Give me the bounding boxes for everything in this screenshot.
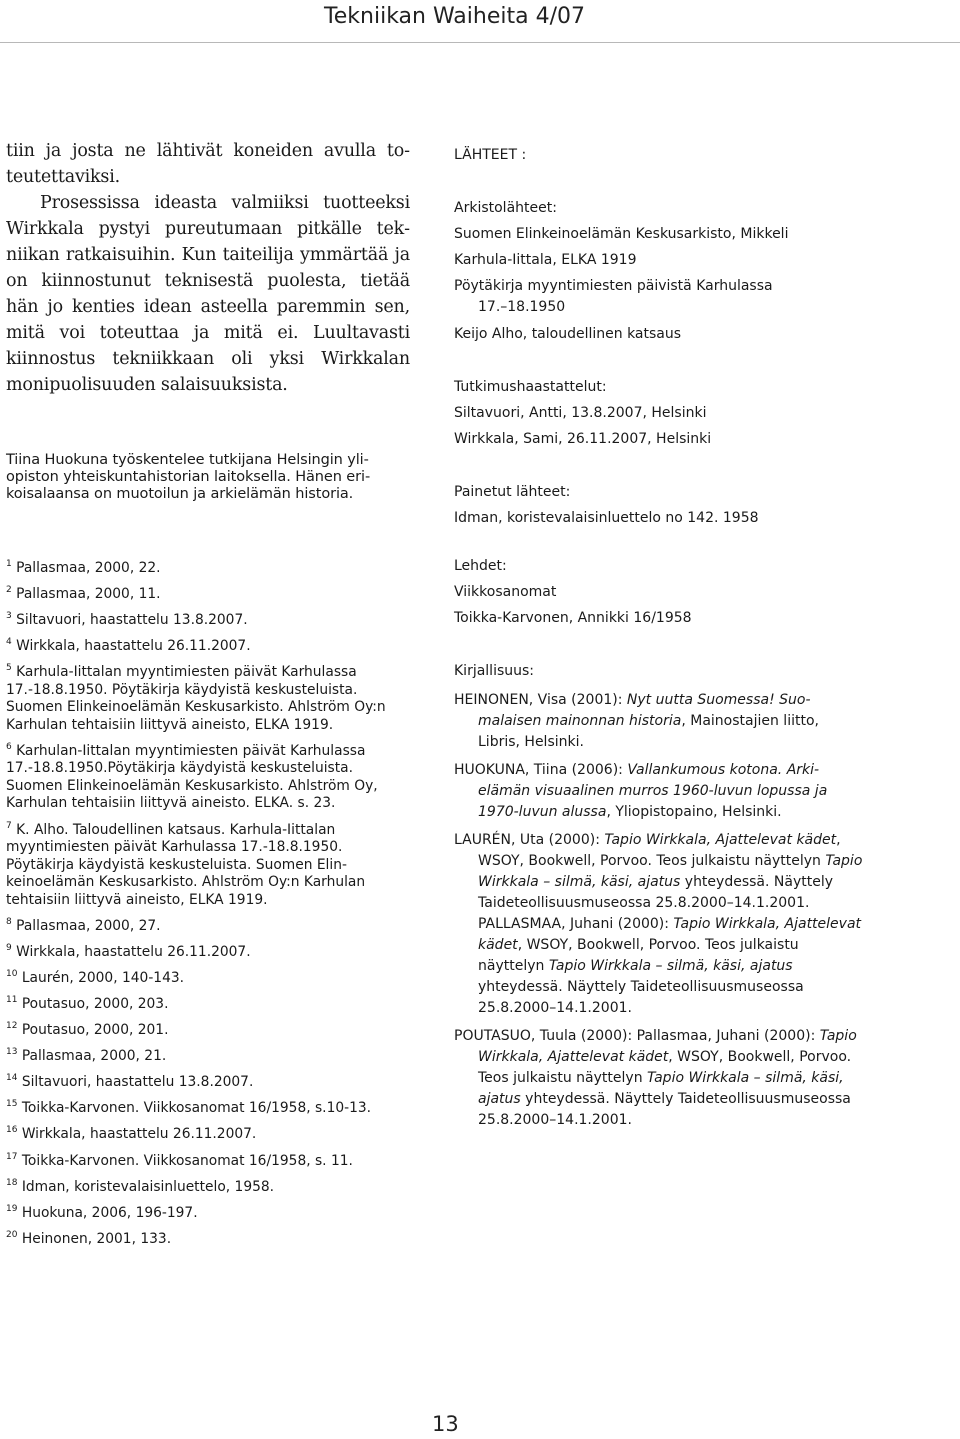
footnote <box>6 1153 410 1171</box>
ref-author: POUTASUO, Tuula (2000): Pallasmaa, Juhani (2000): <box>454 1028 820 1044</box>
footnote <box>6 822 410 910</box>
footnote-number: 13 <box>6 1047 18 1058</box>
archive-sources-heading: Arkistolähteet: <box>454 200 557 216</box>
footnote-number: 19 <box>6 1203 18 1214</box>
footnote <box>6 918 410 936</box>
footnote-text: K. Alho. Taloudellinen katsaus. Karhula-Iittalan myyntimiesten päivät Karhulassa 17.-18.8.1950. Pöytäkirja käydyistä keskusteluista. Suomen Elinkeinoelämän Keskusarkisto. Ahlström Oy:n Karhulan tehtaisiin liittyvä aineisto, ELKA 1919. <box>6 821 366 908</box>
magazines-heading: Lehdet: <box>454 558 507 574</box>
footnote-text: Heinonen, 2001, 133. <box>21 1230 172 1247</box>
ref-title: Tapio Wirkkala, Ajattelevat kädet <box>478 916 862 953</box>
footnote <box>6 970 410 988</box>
ref-note: yhteydessä. Näyttely Taideteollisuusmuseossa 25.8.2000–14.1.2001. <box>478 979 804 1016</box>
footnote-text: Idman, koristevalaisinluettelo, 1958. <box>21 1178 275 1195</box>
footnote <box>6 996 410 1014</box>
footnote <box>6 1179 410 1197</box>
ref-author: HUOKUNA, Tiina (2006): <box>454 762 628 778</box>
ref-publisher: , WSOY, Bookwell, Porvoo. Teos julkaistu näyttelyn <box>478 937 799 974</box>
footnote <box>6 1100 410 1118</box>
literature-list <box>454 690 864 1131</box>
footnote-text: Wirkkala, haastattelu 26.11.2007. <box>16 943 251 960</box>
magazines-literature-column <box>454 553 864 1138</box>
footnote-text: Wirkkala, haastattelu 26.11.2007. <box>16 638 251 655</box>
body-paragraph-2 <box>6 190 410 398</box>
interview-source: Wirkkala, Sami, 26.11.2007, Helsinki <box>454 431 712 447</box>
footnote <box>6 944 410 962</box>
footnote-text: Karhula-Iittalan myyntimiesten päivät Karhulassa 17.-18.8.1950. Pöytäkirja käydyistä keskusteluista. Suomen Elinkeinoelämän Keskusarkisto. Ahlström Oy:n Karhulan tehtaisiin liittyvä aineisto, ELKA 1919. <box>6 664 386 733</box>
footnote-number: 15 <box>6 1099 18 1110</box>
footnote-text: Karhulan-Iittalan myyntimiesten päivät Karhulassa 17.-18.8.1950.Pöytäkirja käydyistä keskusteluista. Suomen Elinkeinoelämän Keskusarkisto. Ahlström Oy, Karhulan tehtaisiin liittyvä aineisto. ELKA. s. 23. <box>6 742 378 812</box>
footnote-number: 2 <box>6 585 12 596</box>
footnote <box>6 1022 410 1040</box>
archive-source-continuation: 17.–18.1950 <box>478 299 566 315</box>
footnote-number: 10 <box>6 968 18 979</box>
ref-exhibition-title: Tapio Wirkkala – silmä, käsi, ajatus <box>478 1070 844 1107</box>
page-header <box>0 0 960 43</box>
archive-source: Keijo Alho, taloudellinen katsaus <box>454 326 682 342</box>
literature-entry <box>454 760 864 823</box>
interview-source: Siltavuori, Antti, 13.8.2007, Helsinki <box>454 405 707 421</box>
author-bio: Tiina Huokuna työskentelee tutkijana Helsingin yliopiston yhteiskuntahistorian laitoksella. Hänen erikoisalaansa on muotoilun ja arkielämän historia. <box>6 452 371 502</box>
ref-exhibition-title: Tapio Wirkkala – silmä, käsi, ajatus <box>548 958 793 974</box>
ref-publisher: , WSOY, Bookwell, Porvoo. Teos julkaistu näyttelyn <box>478 832 841 869</box>
sources-heading: LÄHTEET : <box>454 147 527 163</box>
footnote-number: 11 <box>6 994 18 1005</box>
ref-author: HEINONEN, Visa (2001): <box>454 692 627 708</box>
footnote-number: 9 <box>6 942 12 953</box>
sources-column <box>454 142 864 531</box>
ref-title: Nyt uutta Suomessa! Suomalaisen mainonnan historia <box>478 692 811 729</box>
magazine-source: Toikka-Karvonen, Annikki 16/1958 <box>454 610 692 626</box>
archive-source: Suomen Elinkeinoelämän Keskusarkisto, Mikkeli <box>454 226 789 242</box>
ref-author: LAURÉN, Uta (2000): <box>454 832 605 848</box>
ref-exhibition-title: Tapio Wirkkala – silmä, käsi, ajatus <box>478 853 863 890</box>
archive-source: Pöytäkirja myyntimiesten päivistä Karhulassa <box>454 278 773 294</box>
footnote-text: Pallasmaa, 2000, 22. <box>16 560 161 576</box>
footnote-number: 20 <box>6 1229 18 1240</box>
literature-entry <box>454 914 864 1019</box>
body-paragraph-1: tiin ja josta ne lähtivät koneiden avulla toteutettaviksi. <box>6 141 410 187</box>
footnote-number: 16 <box>6 1125 18 1136</box>
footnote <box>6 1231 410 1249</box>
main-text-column <box>6 138 410 398</box>
footnote-text: Poutasuo, 2000, 201. <box>21 1022 169 1039</box>
printed-source: Idman, koristevalaisinluettelo no 142. 1958 <box>454 510 759 526</box>
footnote-number: 4 <box>6 637 12 648</box>
body-paragraph-2-text: Prosessissa ideasta valmiiksi tuotteeksi Wirkkala pystyi pureutumaan pitkälle tekniikan ratkaisuihin. Kun taiteilija ymmärtää ja on kiinnostunut teknisestä puolesta, tietää hän jo kenties idean asteella paremmin sen, mitä voi toteuttaa ja mitä ei. Luultavasti kiinnostus tekniikkaan oli yksi Wirkkalan monipuolisuuden salaisuuksista. <box>6 193 410 395</box>
page-number: 13 <box>432 1412 459 1436</box>
ref-author: PALLASMAA, Juhani (2000): <box>478 916 674 932</box>
footnote <box>6 1074 410 1092</box>
footnote-text: Huokuna, 2006, 196-197. <box>21 1204 198 1221</box>
magazine-source: Viikkosanomat <box>454 584 557 600</box>
footnote-text: Pallasmaa, 2000, 11. <box>16 586 161 603</box>
footnote <box>6 1048 410 1066</box>
footnote-text: Poutasuo, 2000, 203. <box>21 995 169 1012</box>
ref-title: Vallankumous kotona. Arkielämän visuaalinen murros 1960-luvun lopussa ja 1970-luvun alussa <box>478 762 828 820</box>
footnote-text: Siltavuori, haastattelu 13.8.2007. <box>21 1074 254 1091</box>
literature-heading: Kirjallisuus: <box>454 663 535 679</box>
ref-title: Tapio Wirkkala, Ajattelevat kädet <box>604 832 837 848</box>
interviews-heading: Tutkimushaastattelut: <box>454 379 607 395</box>
ref-publisher: , Yliopistopaino, Helsinki. <box>606 804 782 820</box>
ref-title: Tapio Wirkkala, Ajattelevat kädet <box>478 1028 857 1065</box>
footnote-number: 18 <box>6 1177 18 1188</box>
footnote-number: 5 <box>6 663 12 674</box>
footnote-number: 12 <box>6 1021 18 1032</box>
footnote <box>6 743 410 813</box>
footnote-text: Pallasmaa, 2000, 21. <box>21 1048 167 1065</box>
literature-entry <box>454 690 864 753</box>
footnote-text: Siltavuori, haastattelu 13.8.2007. <box>16 612 248 629</box>
ref-publisher: , Mainostajien liitto, Libris, Helsinki. <box>478 713 819 750</box>
footnotes-list <box>6 560 410 1257</box>
footnote-number: 3 <box>6 611 12 622</box>
footnote <box>6 664 410 734</box>
footnote-number: 17 <box>6 1151 18 1162</box>
footnote-number: 6 <box>6 741 12 752</box>
literature-entry <box>454 830 864 914</box>
footnote-number: 7 <box>6 820 12 831</box>
publication-title: Tekniikan Waiheita 4/07 <box>324 4 585 29</box>
ref-note: yhteydessä. Näyttely Taideteollisuusmuseossa 25.8.2000–14.1.2001. <box>478 874 833 911</box>
printed-sources-heading: Painetut lähteet: <box>454 484 571 500</box>
archive-source: Karhula-Iittala, ELKA 1919 <box>454 252 637 268</box>
footnote-text: Toikka-Karvonen. Viikkosanomat 16/1958, s. 11. <box>21 1152 353 1169</box>
footnote-text: Wirkkala, haastattelu 26.11.2007. <box>21 1126 257 1143</box>
footnote <box>6 1205 410 1223</box>
ref-publisher: , WSOY, Bookwell, Porvoo. Teos julkaistu näyttelyn <box>478 1049 852 1086</box>
footnote-text: Laurén, 2000, 140-143. <box>21 969 185 986</box>
footnote <box>6 560 410 578</box>
footnote-number: 8 <box>6 916 12 927</box>
footnote-text: Pallasmaa, 2000, 27. <box>16 917 161 934</box>
ref-note: yhteydessä. Näyttely Taideteollisuusmuseossa 25.8.2000–14.1.2001. <box>478 1091 851 1128</box>
footnote <box>6 1126 410 1144</box>
footnote-number: 1 <box>6 559 12 569</box>
footnote <box>6 586 410 604</box>
footnote <box>6 612 410 630</box>
footnote <box>6 638 410 656</box>
literature-entry <box>454 1026 864 1131</box>
footnote-text: Toikka-Karvonen. Viikkosanomat 16/1958, s.10-13. <box>21 1100 372 1117</box>
footnote-number: 14 <box>6 1073 18 1084</box>
